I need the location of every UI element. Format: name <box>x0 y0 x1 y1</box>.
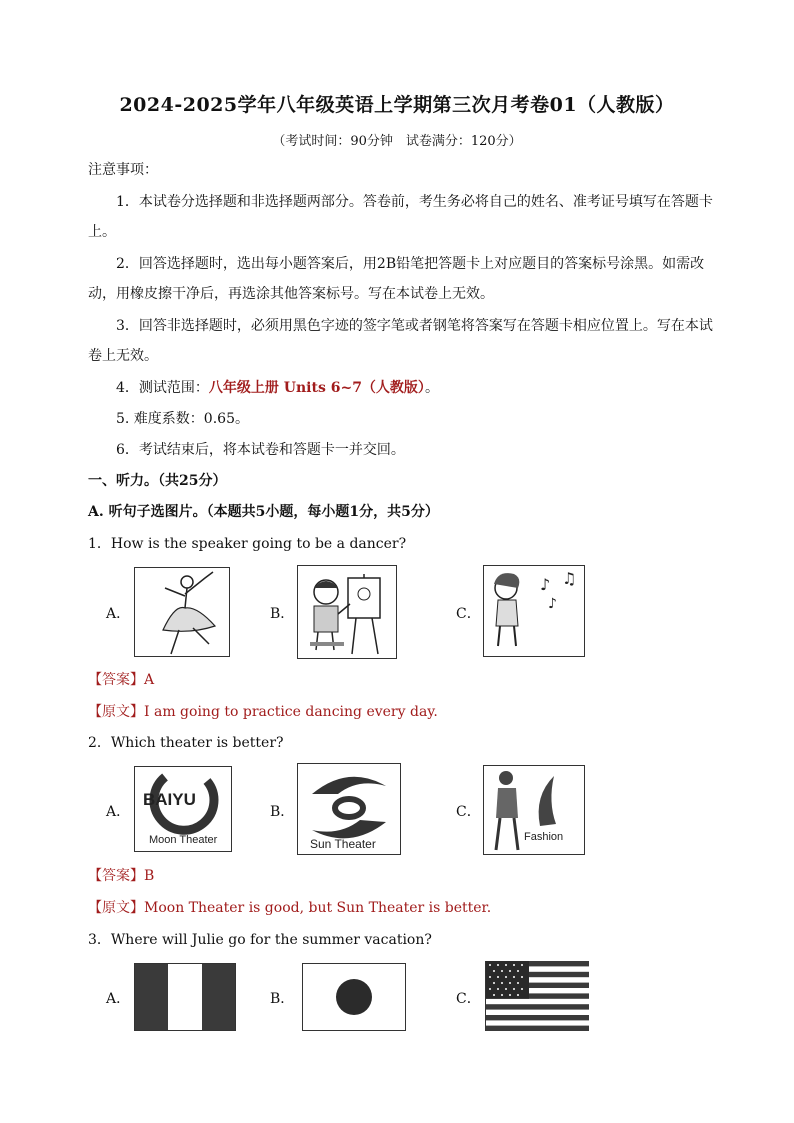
answer-1 <box>88 670 154 690</box>
answer-tag: 【答案】 <box>88 672 144 688</box>
answer-2 <box>88 866 154 886</box>
notice-item-6: 6．考试结束后，将本试卷和答题卡一并交回。 <box>116 442 405 458</box>
question-text: Where will Julie go for the summer vacation? <box>110 932 432 948</box>
option-label-a: A． <box>106 606 131 622</box>
logo-text-sun-theater: Sun Theater <box>310 837 376 851</box>
question-2 <box>88 733 284 753</box>
option-label-a: A． <box>106 804 131 820</box>
notice-heading: 注意事项： <box>88 162 158 178</box>
source-1 <box>88 702 438 722</box>
source-tag: 【原文】 <box>88 704 144 720</box>
question-text: How is the speaker going to be a dancer? <box>110 536 407 552</box>
question-3 <box>88 930 432 950</box>
section-heading: 一、听力。（共25分） <box>88 473 227 489</box>
notice-item-2a: 2．回答选择题时，选出每小题答案后，用2B铅笔把答题卡上对应题目的答案标号涂黑。如需改 <box>116 256 705 272</box>
source-text: I am going to practice dancing every day. <box>144 704 438 720</box>
notice-item-3b: 卷上无效。 <box>88 348 158 364</box>
notice-item-4-suffix: 。 <box>424 380 439 396</box>
question-number: 2． <box>88 735 111 751</box>
option-label-b: B． <box>270 991 295 1007</box>
notice-item-3a: 3．回答非选择题时，必须用黑色字迹的签字笔或者钢笔将答案写在答题卡相应位置上。写在本试 <box>116 318 713 334</box>
part-a-heading: A. 听句子选图片。（本题共5小题，每小题1分，共5分） <box>88 504 439 520</box>
sun-theater-logo <box>297 763 401 855</box>
answer-value: A <box>144 672 155 688</box>
option-label-a: A． <box>106 991 131 1007</box>
option-label-b: B． <box>270 606 295 622</box>
option-label-c: C． <box>456 606 481 622</box>
notice-item-5: 5. 难度系数：0.65。 <box>116 411 249 427</box>
fashion-picture <box>483 765 585 855</box>
svg-text:♫: ♫ <box>562 569 577 588</box>
exam-info: （考试时间：90分钟 试卷满分：120分） <box>272 134 522 149</box>
painting-boy-picture <box>297 565 397 659</box>
picture-text-fashion: Fashion <box>524 831 564 843</box>
question-number: 1． <box>88 536 111 552</box>
notice-item-4-prefix: 4．测试范围： <box>116 380 209 396</box>
source-tag: 【原文】 <box>88 900 144 916</box>
page-title: 2024-2025学年八年级英语上学期第三次月考卷01（人教版） <box>119 94 675 116</box>
notice-item-2b: 动，用橡皮擦干净后，再选涂其他答案标号。写在本试卷上无效。 <box>88 286 494 302</box>
question-text: Which theater is better? <box>110 735 284 751</box>
japan-flag-picture <box>302 963 406 1031</box>
source-text: Moon Theater is good, but Sun Theater is better. <box>144 900 492 916</box>
answer-tag: 【答案】 <box>88 868 144 884</box>
source-2 <box>88 898 491 918</box>
question-1 <box>88 534 406 554</box>
notice-item-1b: 上。 <box>88 224 116 240</box>
logo-text-moon-theater: Moon Theater <box>149 834 218 846</box>
answer-value: B <box>144 868 155 884</box>
svg-text:♪: ♪ <box>548 596 557 612</box>
notice-item-1a: 1．本试卷分选择题和非选择题两部分。答卷前，考生务必将自己的姓名、准考证号填写在答题卡 <box>116 194 713 210</box>
option-label-b: B． <box>270 804 295 820</box>
svg-text:♪: ♪ <box>540 575 551 594</box>
usa-flag-picture <box>485 961 589 1031</box>
option-label-c: C． <box>456 804 481 820</box>
nigeria-flag-picture <box>134 963 236 1031</box>
question-number: 3． <box>88 932 111 948</box>
singing-girl-picture <box>483 565 585 657</box>
logo-text-baiyu: BAIYU <box>143 790 196 809</box>
notice-item-4 <box>116 378 439 398</box>
ballet-dancer-picture <box>134 567 230 657</box>
moon-theater-logo <box>134 766 232 852</box>
option-label-c: C． <box>456 991 481 1007</box>
test-range: 八年级上册 Units 6~7（人教版） <box>208 380 425 396</box>
